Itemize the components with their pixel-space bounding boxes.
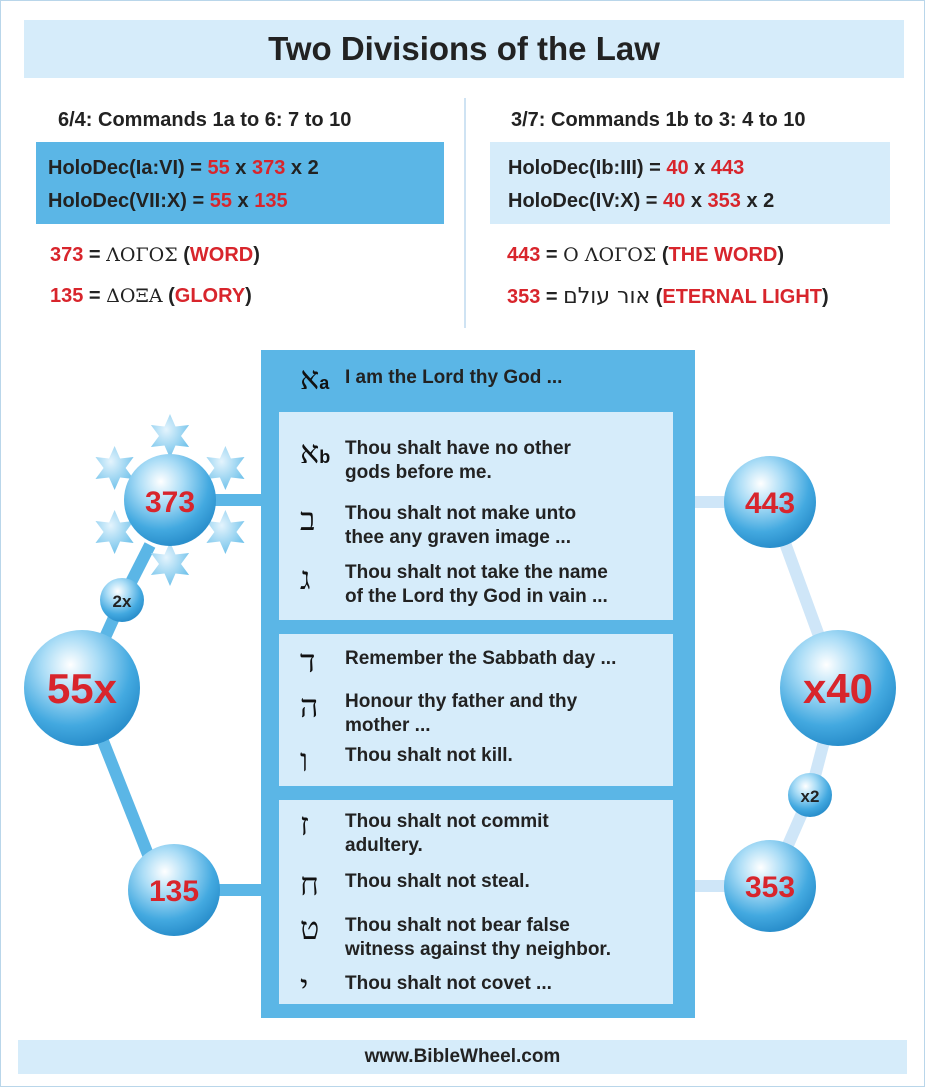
star-icon (151, 542, 189, 586)
commandment-text (345, 972, 552, 996)
commandment-text (345, 690, 577, 738)
page-title: Two Divisions of the Law (268, 30, 660, 67)
commandment-line: Remember the Sabbath day ... (345, 648, 617, 669)
commandment-letter (300, 865, 319, 903)
star-icon (151, 414, 189, 458)
commandment-letter (300, 559, 311, 597)
footer-url: www.BibleWheel.com (364, 1046, 561, 1067)
commandment-line: Thou shalt not steal. (345, 871, 530, 892)
commandment-line: gods before me. (345, 462, 492, 483)
commandment-text (345, 561, 608, 609)
hebrew-letter: ו (300, 741, 309, 779)
commandment-line: Thou shalt not make unto (345, 503, 577, 524)
commandment-letter (300, 741, 309, 779)
hebrew-letter: א (300, 433, 320, 471)
svg-text:353: 353 (744, 871, 796, 904)
commandment-text (345, 914, 611, 962)
svg-text:x40: x40 (802, 665, 874, 712)
commandment-line: thee any graven image ... (345, 527, 571, 548)
sphere-55x (24, 630, 140, 746)
sphere-x40 (780, 630, 896, 746)
footer-bar (18, 1040, 907, 1074)
sphere-443 (724, 456, 816, 548)
right-calc-line-2: HoloDec(IV:X) = 40 x 353 x 2 (508, 190, 775, 212)
hebrew-letter: א (300, 359, 320, 397)
right-heading: 3/7: Commands 1b to 3: 4 to 10 (511, 109, 806, 131)
commandment-letter (300, 642, 316, 680)
right-calc-line-1: HoloDec(Ib:III) = 40 x 443 (508, 157, 745, 179)
svg-text:373: 373 (144, 486, 196, 519)
commandment-text (345, 437, 571, 485)
letter-subscript: b (319, 447, 331, 467)
commandment-line: mother ... (345, 715, 431, 736)
svg-text:443: 443 (744, 487, 796, 520)
commandment-letter (300, 687, 319, 725)
left-calc-line-2: HoloDec(VII:X) = 55 x 135 (48, 190, 288, 212)
left-calc-line-1: HoloDec(Ia:VI) = 55 x 373 x 2 (48, 157, 319, 179)
commandment-line: Honour thy father and thy (345, 691, 578, 712)
commandment-line: Thou shalt not bear false (345, 915, 570, 936)
right-definition-1: 443 = Ο ΛΟΓΟΣ (THE WORD) (507, 244, 785, 266)
hebrew-letter: ה (300, 687, 319, 725)
hebrew-letter: י (300, 967, 309, 1005)
commandment-text (345, 366, 562, 390)
commandment-line: Thou shalt not take the name (345, 562, 608, 583)
hebrew-letter: ב (300, 500, 316, 538)
commandment-letter (300, 433, 331, 473)
right-definition-2: 353 = אור עולם (ETERNAL LIGHT) (507, 284, 829, 309)
commandment-letter (300, 909, 320, 947)
sphere-x2 (788, 773, 832, 817)
sphere-2x (100, 578, 144, 622)
left-definition-2: 135 = ΔΟΞΑ (GLORY) (50, 285, 252, 307)
commandment-text (345, 870, 530, 894)
svg-text:55x: 55x (46, 665, 118, 712)
commandment-text (345, 810, 549, 858)
commandment-line: Thou shalt not kill. (345, 745, 513, 766)
svg-text:x2: x2 (800, 787, 820, 806)
commandment-text (345, 647, 616, 671)
commandment-line: witness against thy neighbor. (345, 939, 612, 960)
commandment-line: of the Lord thy God in vain ... (345, 586, 608, 607)
commandment-line: Thou shalt have no other (345, 438, 571, 459)
commandment-letter (300, 805, 309, 843)
commandment-letter (300, 359, 330, 399)
commandment-text (345, 744, 513, 768)
sphere-135 (128, 844, 220, 936)
commandment-letter (300, 967, 309, 1005)
svg-text:135: 135 (148, 875, 200, 908)
sphere-353 (724, 840, 816, 932)
hebrew-letter: ג (300, 559, 311, 597)
left-heading: 6/4: Commands 1a to 6: 7 to 10 (58, 109, 352, 131)
commandment-line: Thou shalt not covet ... (345, 973, 552, 994)
hebrew-letter: ז (300, 805, 309, 843)
hebrew-letter: ט (300, 909, 320, 947)
left-definition-1: 373 = ΛΟΓΟΣ (WORD) (50, 244, 260, 266)
sphere-373 (124, 454, 216, 546)
commandment-letter (300, 500, 316, 538)
commandment-line: adultery. (345, 835, 423, 856)
commandment-text (345, 502, 576, 550)
hebrew-letter: ד (300, 642, 316, 680)
commandment-line: Thou shalt not commit (345, 811, 549, 832)
svg-text:2x: 2x (112, 592, 132, 611)
hebrew-letter: ח (300, 865, 319, 903)
commandment-line: I am the Lord thy God ... (345, 367, 563, 388)
letter-subscript: a (319, 373, 330, 393)
